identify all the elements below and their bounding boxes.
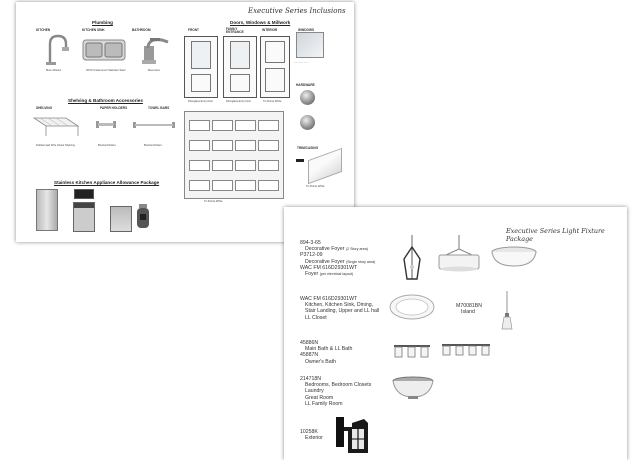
interior-door-caption: Tri-Pointe White [263,100,282,103]
disposal-image [136,204,150,230]
towel-bar-label: TOWEL BARS [148,106,170,110]
garage-caption: Tri-Pointe White [204,200,223,203]
shelving-title: Shelving & Bathroom Accessories [68,98,143,103]
fixture-model: 45887N [300,352,319,359]
fixture-location: LL Closet [305,314,327,321]
interior-door-image [260,36,290,98]
fixture-model: WAC FM 616D29301WT [300,264,358,271]
fixture-location: Great Room [305,394,334,401]
fixture-model: 894-3-65 [300,240,321,246]
towel-bar-image [132,120,176,130]
trim-profile-icon [296,159,304,162]
refrigerator-image [36,189,58,231]
lantern-pendant-image [401,235,423,283]
plumbing-bath-label: BATHROOM [132,28,151,32]
fixture-model: 214718N [300,376,322,382]
front-door-label: FRONT [188,28,199,32]
kitchen-faucet-image [42,32,72,66]
fixture-location: LL Family Room [305,400,343,407]
kitchen-sink-caption: 30/70 Undermount Stainless Steel [86,69,126,72]
bathroom-faucet-image [138,32,172,66]
plumbing-sink-label: KITCHEN SINK [82,28,105,32]
fixture-group-island [456,303,482,315]
fixture-group-baths [300,340,352,365]
fixture-location: Island [461,309,475,316]
sheet-title: Executive Series Inclusions [248,7,346,15]
doorknob-icon [300,90,315,105]
trim-caption: Tri-Pointe White [306,185,325,188]
fixture-location: Decorative Foyer (Single story area) [305,258,376,265]
fixture-location: Decorative Foyer (2 Story area) [305,246,368,253]
front-door-caption: Fiberglass Entry Door [188,100,214,103]
trim-image [308,148,342,184]
fixture-location: Owner's Bath [305,358,336,365]
fixture-model: P3712-09 [300,252,323,259]
fixture-model: 45886N [300,340,319,346]
garage-door-image [184,111,284,199]
fixture-group-kitchen [300,296,379,321]
kitchen-sink-image [82,38,126,62]
windows-label: WINDOWS [298,28,315,32]
vanity-light-3-image [392,341,432,361]
wire-shelf-image [32,112,80,138]
paper-holder-label: PAPER HOLDERS [100,106,128,110]
plumbing-kitchen-label: KITCHEN [36,28,51,32]
inclusions-sheet [16,2,354,242]
light-fixture-sheet [284,207,627,460]
family-entrance-caption: Fiberglass Entry Door [226,100,252,103]
dome-ceiling-light-image [390,373,436,403]
fixture-location: Foyer (per electrical layout) [305,271,354,278]
doorknob-icon [300,115,315,130]
fixture-location: Bedrooms, Bedroom Closets [305,382,372,389]
kitchen-faucet-caption: Moen Brecks [46,69,62,72]
flush-mount-image [490,244,538,272]
flush-mount-image [388,293,436,323]
interior-door-label: INTERIOR [262,28,278,32]
doors-title: Doors, Windows & Millwork [230,20,291,25]
bathroom-faucet-caption: Moen Eva [148,69,160,72]
paper-holder-image [94,118,118,130]
shelving-caption: Rubbermaid Wire Closet Shelving [36,144,75,147]
microwave-image [74,189,94,199]
front-door-image [184,36,218,98]
trim-label: TRIM/CASING [297,146,319,150]
fixture-location: Main Bath & LL Bath [305,346,353,353]
fixture-location: Exterior [305,435,323,442]
hardware-label: HARDWARE [296,83,315,87]
fixture-group-bedrooms [300,376,371,407]
vanity-light-4-image [440,341,492,359]
family-entrance-door-image [223,36,257,98]
sheet-title: Executive Series Light Fixture Package [506,227,605,243]
fixture-group-foyer [300,240,375,277]
paper-holder-caption: Brushed Nickel [98,144,116,147]
fixture-model: WAC FM 616D29301WT [300,296,358,302]
drum-pendant-image [436,235,482,275]
towel-bar-caption: Brushed Nickel [144,144,162,147]
exterior-lantern-image [334,413,374,459]
window-image [296,32,324,58]
family-entrance-label: FAMILY ENTRANCE [226,27,244,35]
dishwasher-image [110,206,132,232]
fixture-location: Kitchen, Kitchen Sink, Dining, [305,302,374,309]
appliances-title: Stainless Kitchen Appliance Allowance Package [54,180,160,185]
fixture-location: Laundry [305,388,324,395]
fixture-model: M70081BN [456,303,482,309]
fixture-location: Stair Landing, Upper and LL hall [305,308,380,315]
fixture-model: 10258K [300,429,318,435]
range-image [73,202,95,232]
window-note: —— —— —— [294,62,309,64]
plumbing-title: Plumbing [92,20,113,25]
mini-pendant-image [500,291,514,331]
fixture-group-exterior [300,429,323,441]
shelving-label: SHELVING [36,106,53,110]
